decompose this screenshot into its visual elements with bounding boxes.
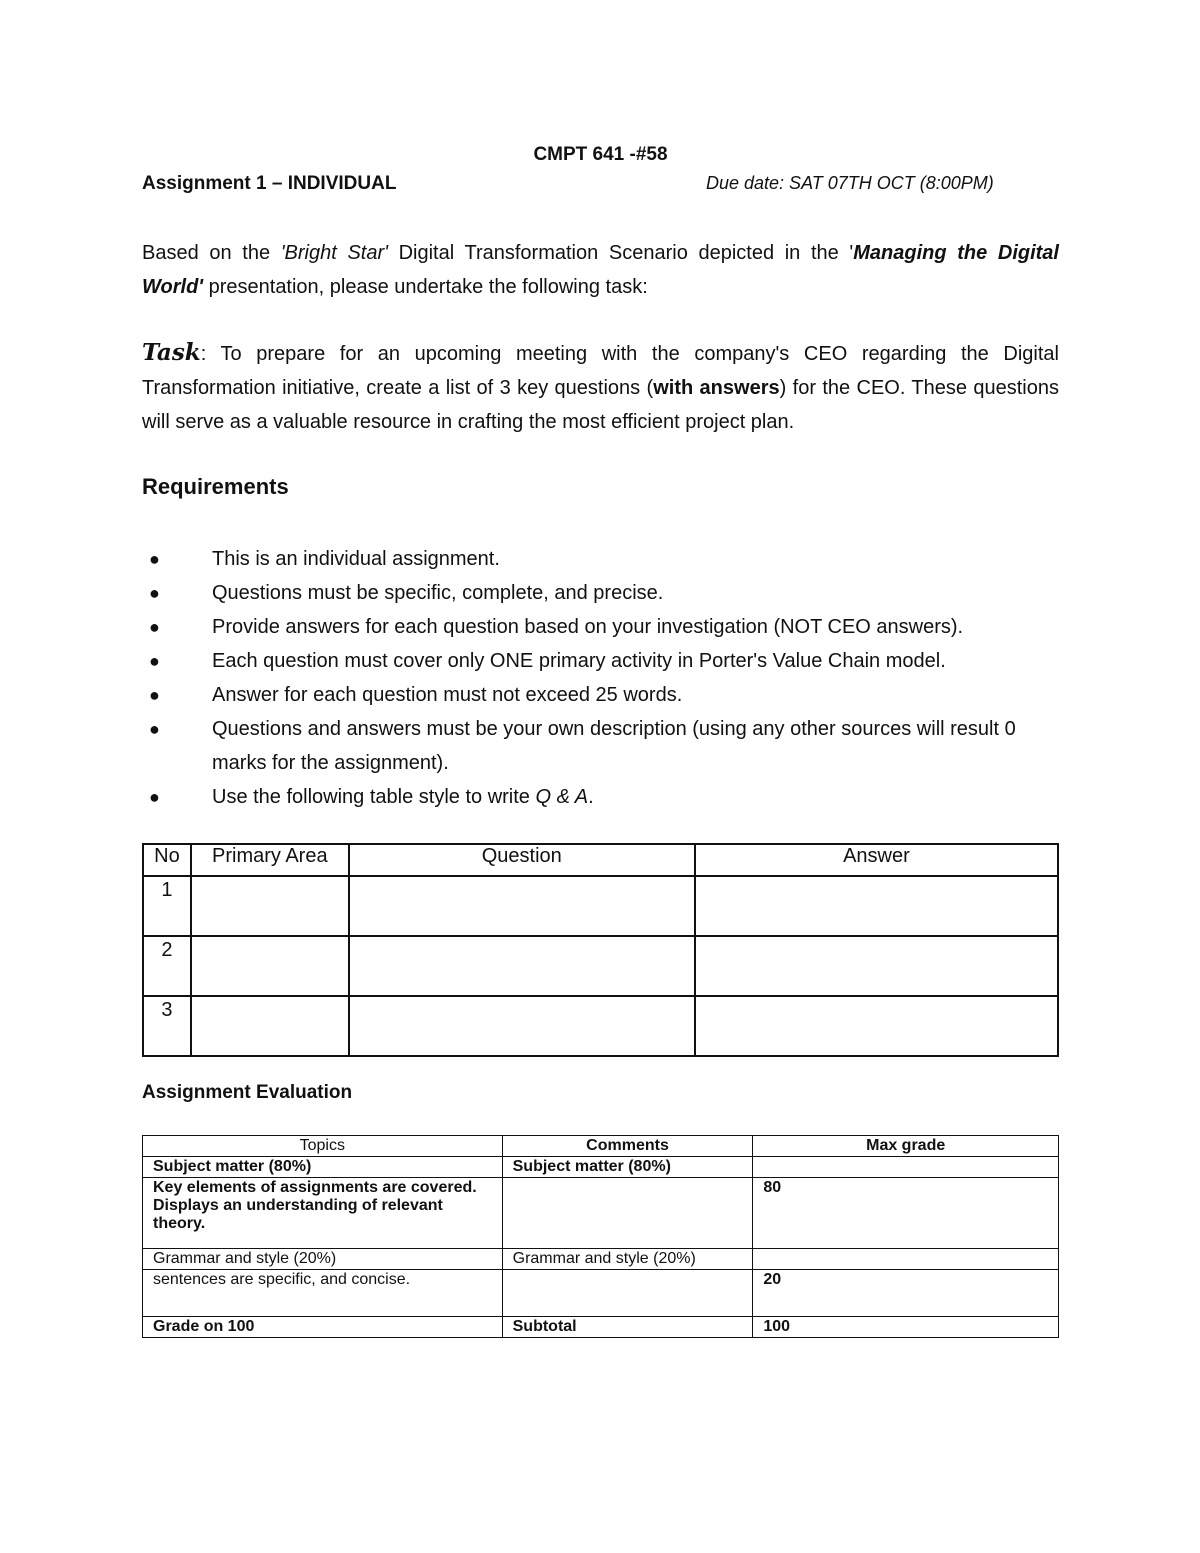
list-item (142, 712, 1059, 780)
list-item (142, 610, 1059, 644)
qa-cell-area[interactable] (191, 876, 349, 936)
list-item-text: Provide answers for each question based on your investigation (NOT CEO answers). (212, 616, 964, 638)
course-title: CMPT 641 -#58 (533, 144, 668, 165)
bullet-icon: ● (149, 617, 160, 637)
qa-header-question: Question (349, 844, 695, 876)
eval-topic: Grade on 100 (143, 1317, 503, 1338)
qa-cell-question[interactable] (349, 996, 695, 1056)
qa-cell-answer[interactable] (695, 936, 1058, 996)
qa-header-answer: Answer (695, 844, 1058, 876)
intro-text-2: Digital Transformation Scenario depicted in the ' (387, 242, 854, 264)
table-row (143, 1178, 1059, 1249)
assignment-line (142, 173, 1059, 195)
bullet-icon: ● (149, 685, 160, 705)
list-item-text: Answer for each question must not exceed 25 words. (212, 684, 683, 706)
intro-text-3: presentation, please undertake the following task: (203, 276, 648, 298)
qa-cell-answer[interactable] (695, 876, 1058, 936)
list-item-suffix: . (588, 786, 594, 808)
task-label: Task (142, 339, 201, 366)
qa-header-primary-area: Primary Area (191, 844, 349, 876)
eval-comment: Grammar and style (20%) (502, 1249, 753, 1270)
eval-header-topics: Topics (143, 1136, 503, 1157)
eval-topic: sentences are specific, and concise. (143, 1270, 503, 1317)
table-row (143, 1157, 1059, 1178)
task-with-answers: with answers (653, 377, 780, 399)
assignment-label: Assignment 1 – INDIVIDUAL (142, 173, 397, 194)
eval-header-row (143, 1136, 1059, 1157)
eval-comment (502, 1270, 753, 1317)
list-item-text: Questions must be specific, complete, and precise. (212, 582, 664, 604)
bullet-icon: ● (149, 549, 160, 569)
eval-grade (753, 1157, 1059, 1178)
bullet-icon: ● (149, 787, 160, 807)
eval-grade: 80 (753, 1178, 1059, 1249)
qa-header-no: No (143, 844, 191, 876)
task-text-2: ) for the CEO. These questions will serve as a valuable resource in crafting the most efficient project plan. (142, 377, 1059, 433)
qa-cell-area[interactable] (191, 936, 349, 996)
table-row (143, 1249, 1059, 1270)
qa-emphasis: Q & A (535, 786, 589, 808)
qa-row-number: 3 (143, 996, 191, 1056)
intro-paragraph (142, 236, 1059, 304)
list-item-text: Each question must cover only ONE primary activity in Porter's Value Chain model. (212, 650, 946, 672)
eval-grade: 100 (753, 1317, 1059, 1338)
eval-grade: 20 (753, 1270, 1059, 1317)
qa-table (142, 843, 1059, 1057)
evaluation-table (142, 1135, 1059, 1338)
due-date: Due date: SAT 07TH OCT (8:00PM) (706, 173, 994, 193)
qa-cell-question[interactable] (349, 936, 695, 996)
eval-topic: Grammar and style (20%) (143, 1249, 503, 1270)
table-row (143, 996, 1058, 1056)
eval-comment: Subtotal (502, 1317, 753, 1338)
bullet-icon: ● (149, 651, 160, 671)
table-row (143, 1317, 1059, 1338)
table-row (143, 876, 1058, 936)
intro-text-1: Based on the (142, 242, 281, 264)
table-row (143, 1270, 1059, 1317)
evaluation-heading: Assignment Evaluation (142, 1082, 353, 1103)
eval-header-comments: Comments (502, 1136, 753, 1157)
qa-cell-question[interactable] (349, 876, 695, 936)
intro-bright-star: 'Bright Star' (280, 242, 388, 264)
task-text-1: : To prepare for an upcoming meeting with the company's CEO regarding the Digital Transformation initiative, create a list of 3 key questions ( (142, 343, 1059, 399)
list-item (142, 780, 1059, 814)
bullet-icon: ● (149, 719, 160, 739)
list-item-text: Questions and answers must be your own description (using any other sources will result 0 marks for the assignment). (212, 718, 1016, 774)
qa-cell-answer[interactable] (695, 996, 1058, 1056)
qa-row-number: 2 (143, 936, 191, 996)
requirements-heading: Requirements (142, 474, 289, 499)
bullet-icon: ● (149, 583, 160, 603)
list-item (142, 678, 1059, 712)
eval-grade (753, 1249, 1059, 1270)
qa-row-number: 1 (143, 876, 191, 936)
eval-comment: Subject matter (80%) (502, 1157, 753, 1178)
list-item (142, 576, 1059, 610)
intro-managing: Managing the Digital World' (142, 242, 1059, 298)
eval-header-max-grade: Max grade (753, 1136, 1059, 1157)
list-item (142, 542, 1059, 576)
task-paragraph (142, 336, 1059, 439)
table-row (143, 936, 1058, 996)
list-item-text: Use the following table style to write (212, 786, 536, 808)
qa-cell-area[interactable] (191, 996, 349, 1056)
qa-header-row (143, 844, 1058, 876)
list-item (142, 644, 1059, 678)
eval-comment (502, 1178, 753, 1249)
requirements-list (142, 542, 1059, 814)
eval-topic: Key elements of assignments are covered. Displays an understanding of relevant theory. (143, 1178, 503, 1249)
list-item-text: This is an individual assignment. (212, 548, 500, 570)
eval-topic: Subject matter (80%) (143, 1157, 503, 1178)
